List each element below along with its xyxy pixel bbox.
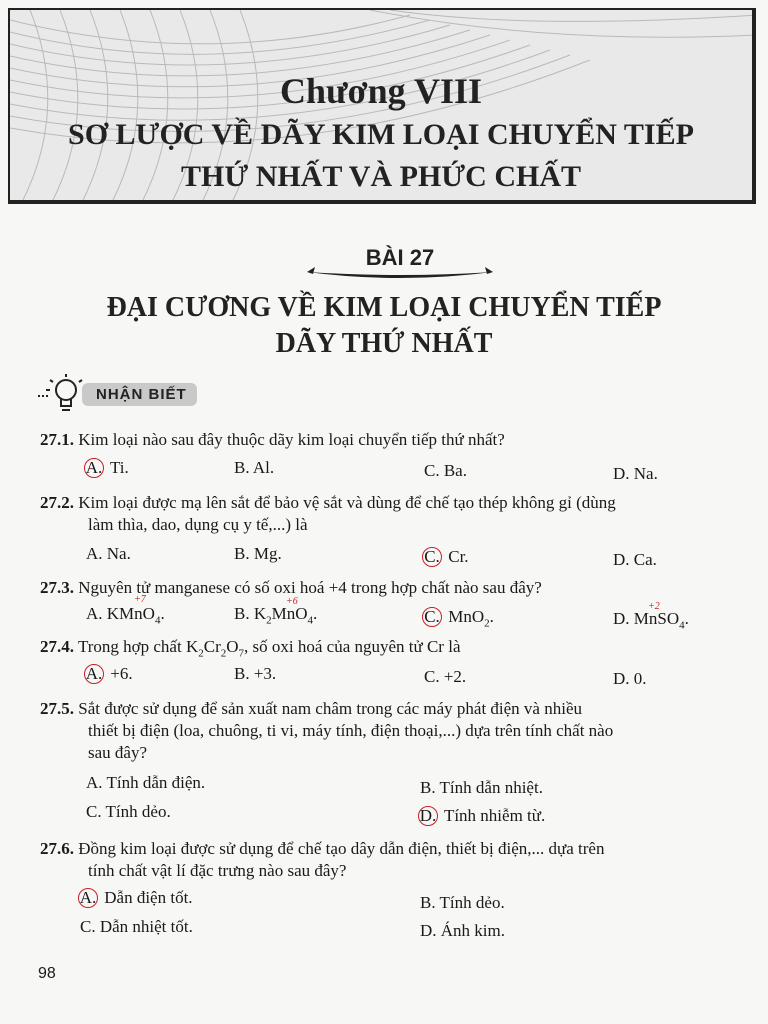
option-27-2-a: A. Na. [86,544,131,563]
option-27-4-d: D. 0. [613,669,647,688]
lesson-title-line1: ĐẠI CƯƠNG VỀ KIM LOẠI CHUYỂN TIẾP [106,292,662,323]
option-27-3-b: B. $K_2MnO_4$. [234,604,318,627]
question-number: 27.5. [40,699,74,718]
option-27-2-c: C. Cr. [424,547,469,567]
option-27-1-a: A. Ti. [85,458,129,477]
lesson-label: BÀI 27 [365,245,435,270]
lesson-swoosh [305,262,495,280]
question-27-1 [40,429,505,451]
option-27-1-b: B. Al. [234,458,275,477]
circled-answer-mark: C. [422,547,442,567]
chapter-subtitle-line2: THỨ NHẤT VÀ PHỨC CHẤT [180,160,582,193]
option-27-5-b: B. Tính dẫn nhiệt. [420,778,543,797]
circled-answer-mark: D. [419,806,437,825]
option-27-5-a: A. Tính dẫn điện. [86,773,206,792]
page-number: 98 [38,965,56,982]
question-27-5: 27.5. Sắt được sử dụng để sản xuất nam châm trong các máy phát điện và nhiều thiết bị điện (loa, chuông, ti vi, máy tính, điện thoại,...) dựa trên tính chất nào sau đây? [40,699,614,762]
option-27-6-a: A. Dẫn điện tốt. [79,888,193,907]
section-tag [36,372,197,416]
question-number: 27.3. [40,578,74,597]
chapter-banner [8,8,756,204]
question-text: Kim loại nào sau đây thuộc dãy kim loại chuyển tiếp thứ nhất? [78,430,505,449]
question-number: 27.1. [40,430,74,449]
option-27-3-a: A. KMnO$_4$. [86,604,165,627]
handwritten-mark: +2 [648,601,660,612]
lesson-title-line2: DÃY THỨ NHẤT [275,328,493,359]
option-27-6-c: C. Dẫn nhiệt tốt. [80,917,193,936]
option-27-2-b: B. Mg. [234,544,282,563]
option-27-3-d: D. MnSO$_4$. [613,609,689,632]
question-27-6: 27.6. Đồng kim loại được sử dụng để chế tạo dây dẫn điện, thiết bị điện,... dựa trên tính chất vật lí đặc trưng nào sau đây? [40,839,605,880]
option-27-4-b: B. +3. [234,664,277,683]
option-27-3-c: C. MnO$_2$. [424,607,494,629]
question-number: 27.2. [40,493,74,512]
chapter-subtitle-line1: SƠ LƯỢC VỀ DÃY KIM LOẠI CHUYỂN TIẾP [68,118,694,151]
circled-answer-mark: A. [85,458,103,477]
option-27-4-c: C. +2. [424,667,467,686]
option-27-5-c: C. Tính dẻo. [86,802,171,821]
handwritten-mark: +7 [134,594,146,605]
option-27-1-c: C. Ba. [424,461,467,480]
option-27-6-b: B. Tính dẻo. [420,893,505,912]
question-number: 27.4. [40,637,74,656]
option-27-4-a: A. +6. [85,664,133,683]
chapter-title: Chương VIII [280,71,482,111]
circled-answer-mark: C. [422,607,442,627]
handwritten-mark: +6 [286,596,298,607]
question-27-4: 27.4. Trong hợp chất $K_2Cr_2O_7$, số oxi hoá của nguyên tử Cr là [40,637,461,660]
question-number: 27.6. [40,839,74,858]
lightbulb-icon [36,372,88,416]
circled-answer-mark: A. [79,888,97,907]
question-27-3: 27.3. Nguyên tử manganese có số oxi hoá +4 trong hợp chất nào sau đây? [40,578,542,597]
option-27-5-d: D. Tính nhiễm từ. [419,806,546,825]
option-27-2-d: D. Ca. [613,550,657,569]
question-27-2: 27.2. Kim loại được mạ lên sắt để bảo vệ sắt và dùng để chế tạo thép không gỉ (dùng làm thìa, dao, dụng cụ y tế,...) là [40,493,616,534]
option-27-1-d: D. Na. [613,464,658,483]
option-27-6-d: D. Ánh kim. [420,921,506,940]
section-label: NHẬN BIẾT [82,383,197,406]
circled-answer-mark: A. [85,664,103,683]
